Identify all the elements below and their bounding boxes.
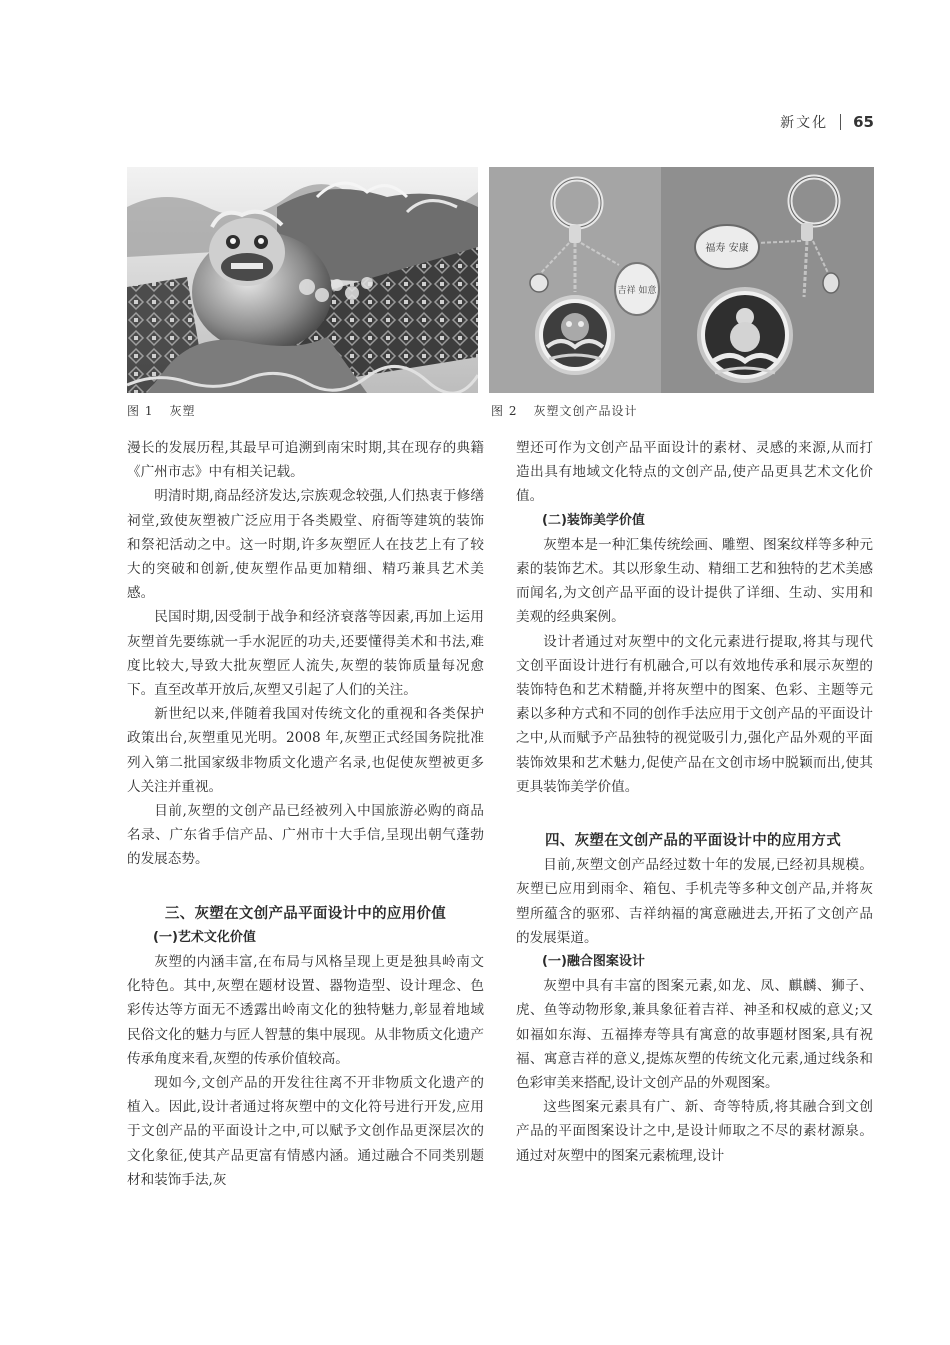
subsection-heading-4-1: (一)融合图案设计 (542, 954, 645, 970)
figure-2-image (489, 167, 874, 393)
subsection-heading-3-1: (一)艺术文化价值 (153, 929, 256, 945)
subsection-heading-3-2: (二)装饰美学价值 (542, 512, 645, 528)
running-header (780, 112, 874, 132)
paragraph: 新世纪以来,伴随着我国对传统文化的重视和各类保护政策出台,灰塑重见光明。2008 年,灰塑正式经国务院批准列入第二批国家级非物质文化遗产名录,也促使灰塑被更多人关注并重视。 (127, 706, 484, 795)
figure-1-number: 图 1 (127, 404, 154, 418)
paragraph: 漫长的发展历程,其最早可追溯到南宋时期,其在现存的典籍《广州市志》中有相关记载。 (127, 440, 484, 481)
paragraph: 灰塑的内涵丰富,在布局与风格呈现上更是独具岭南文化特色。其中,灰塑在题材设置、器物造型、设计理念、色彩传达等方面无不透露出岭南文化的独特魅力,彰显着地域民俗文化的魅力与匠人智慧的集中展现。从非物质文化遗产传承角度来看,灰塑的传承价值较高。 (127, 954, 484, 1067)
paragraph: 现如今,文创产品的开发往往离不开非物质文化遗产的植入。因此,设计者通过将灰塑中的文化符号进行开发,应用于文创产品的平面设计之中,可以赋予文创作品更深层次的文化象征,使其产品更富有情感内涵。通过融合不同类别题材和装饰手法,灰 (127, 1075, 484, 1188)
figure-1-image (127, 167, 478, 393)
figure-2-caption (491, 402, 637, 419)
keychain-1-tag-text: 吉祥 如意 (617, 286, 657, 296)
section-heading-3: 三、灰塑在文创产品平面设计中的应用价值 (164, 905, 447, 922)
huisu-lion-illustration (127, 167, 478, 393)
paragraph: 塑还可作为文创产品平面设计的素材、灵感的来源,从而打造出具有地域文化特点的文创产品,使产品更具艺术文化价值。 (516, 440, 873, 505)
figure-2-title: 灰塑文创产品设计 (533, 404, 638, 418)
keychain-products-illustration (489, 167, 874, 393)
paragraph: 目前,灰塑文创产品经过数十年的发展,已经初具规模。灰塑已应用到雨伞、箱包、手机壳等多种文创产品,并将灰塑所蕴含的驱邪、吉祥纳福的寓意融进去,开拓了文创产品的发展渠道。 (516, 857, 873, 946)
paragraph: 灰塑本是一种汇集传统绘画、雕塑、图案纹样等多种元素的装饰艺术。其以形象生动、精细工艺和独特的艺术美感而闻名,为文创产品平面的设计提供了详细、生动、实用和美观的经典案例。 (516, 536, 873, 626)
paragraph: 这些图案元素具有广、新、奇等特质,将其融合到文创产品的平面图案设计之中,是设计师取之不尽的素材源泉。通过对灰塑中的图案元素梳理,设计 (516, 1099, 873, 1164)
section-heading-4: 四、灰塑在文创产品的平面设计中的应用方式 (545, 833, 841, 850)
section-name: 新文化 (780, 115, 829, 131)
paragraph: 目前,灰塑的文创产品已经被列入中国旅游必购的商品名录、广东省手信产品、广州市十大手信,呈现出朝气蓬勃的发展态势。 (127, 803, 484, 868)
paragraph: 明清时期,商品经济发达,宗族观念较强,人们热衷于修缮祠堂,致使灰塑被广泛应用于各类殿堂、府衙等建筑的装饰和祭祀活动之中。这一时期,许多灰塑匠人在技艺上有了较大的突破和创新,使灰塑作品更加精细、精巧兼具艺术美感。 (127, 488, 484, 602)
figure-2-number: 图 2 (491, 404, 518, 418)
right-column (516, 436, 873, 1168)
keychain-2-tag-text: 福寿 安康 (705, 243, 749, 254)
figure-1-title: 灰塑 (169, 404, 196, 418)
left-column (127, 436, 484, 1192)
header-divider (840, 114, 841, 130)
paragraph: 设计者通过对灰塑中的文化元素进行提取,将其与现代文创平面设计进行有机融合,可以有效地传承和展示灰塑的装饰特色和艺术精髓,并将灰塑中的图案、色彩、主题等元素以多种方式和不同的创作手法应用于文创产品的平面设计之中,从而赋予产品独特的视觉吸引力,强化产品外观的平面装饰效果和艺术魅力,促使产品在文创市场中脱颖而出,使其更具装饰美学价值。 (516, 633, 873, 795)
paragraph: 灰塑中具有丰富的图案元素,如龙、凤、麒麟、狮子、虎、鱼等动物形象,兼具象征着吉祥、神圣和权威的意义;又如福如东海、五福捧寿等具有寓意的故事题材图案,具有祝福、寓意吉祥的意义,提炼灰塑的传统文化元素,通过线条和色彩审美来搭配,设计文创产品的外观图案。 (516, 978, 873, 1092)
paragraph: 民国时期,因受制于战争和经济衰落等因素,再加上运用灰塑首先要练就一手水泥匠的功夫,还要懂得美术和书法,难度比较大,导致大批灰塑匠人流失,灰塑的装饰质量每况愈下。直至改革开放后,灰塑又引起了人们的关注。 (127, 609, 484, 699)
page-number: 65 (853, 113, 874, 131)
figure-1-caption (127, 402, 195, 419)
